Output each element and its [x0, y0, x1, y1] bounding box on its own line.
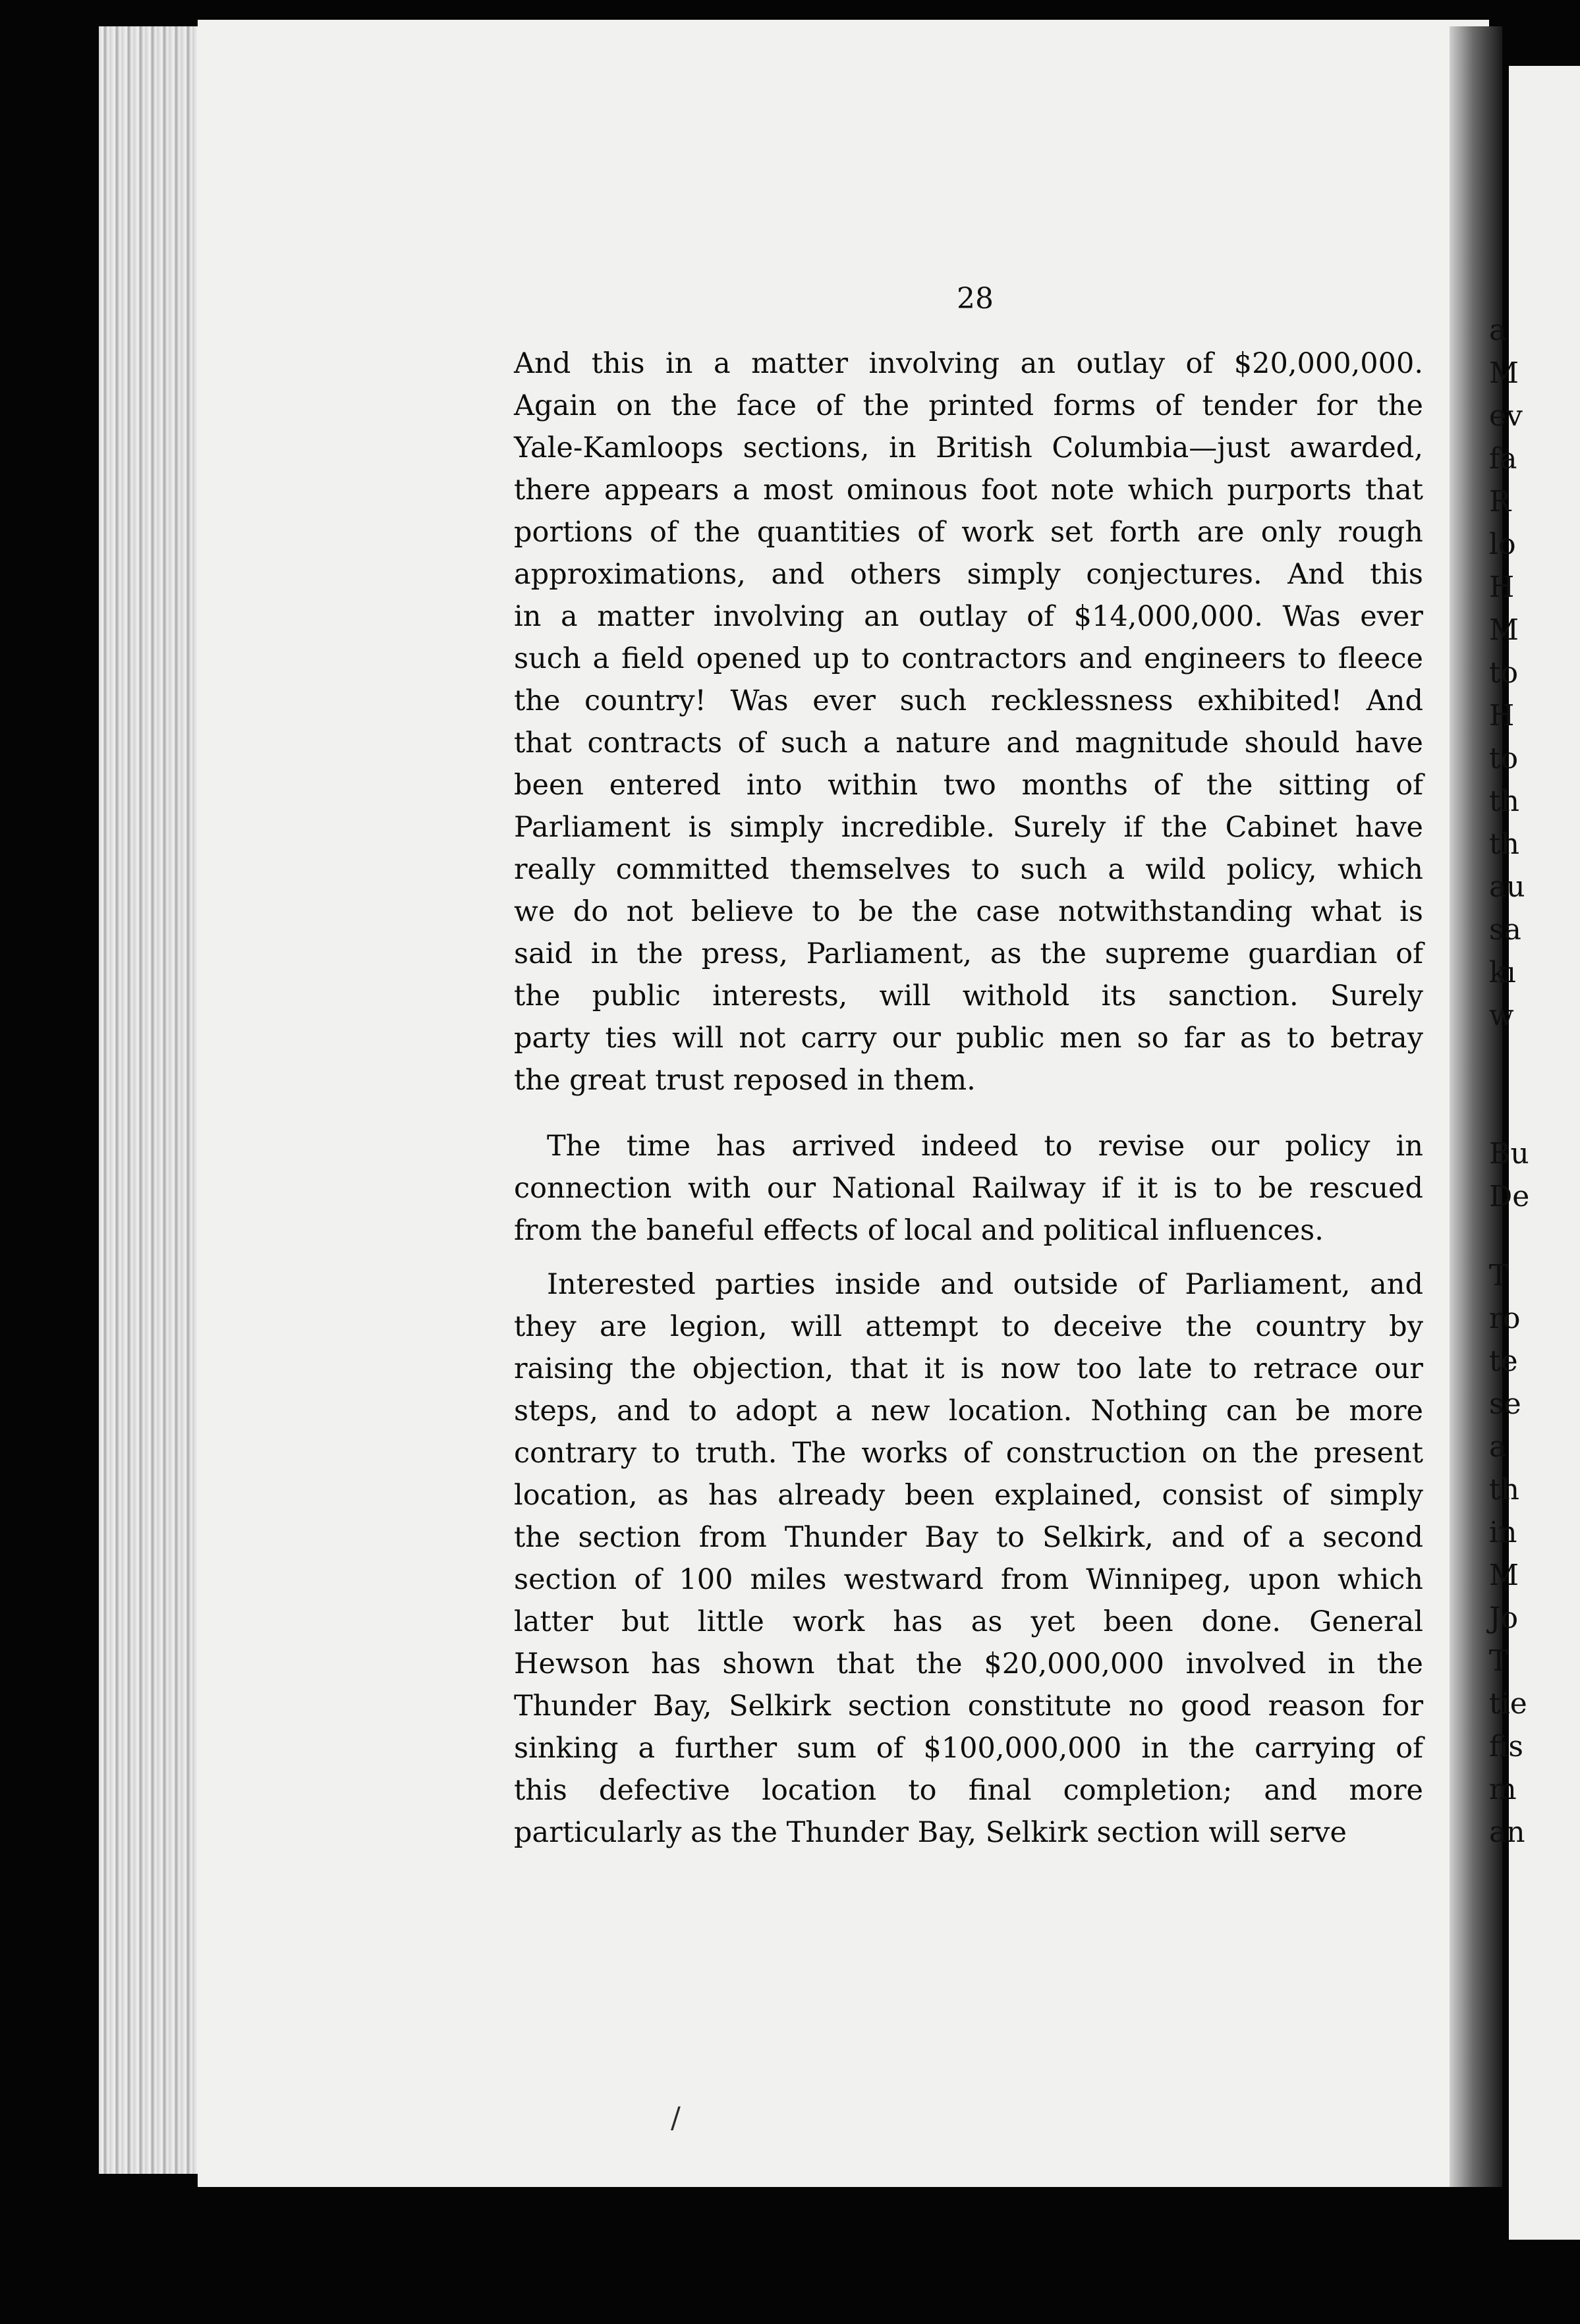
book-gutter — [1450, 26, 1502, 2187]
text-line: particularly as the Thunder Bay, Selkirk section will serve — [514, 1816, 1347, 1849]
facing-page-fragment: sa — [1489, 913, 1521, 947]
text-line: sinking a further sum of $100,000,000 in the carrying of — [514, 1732, 1423, 1765]
facing-page-fragment: th — [1489, 827, 1520, 861]
text-line: raising the objection, that it is now too late to retrace our — [514, 1352, 1423, 1385]
facing-page-fragment: kı — [1489, 956, 1516, 989]
facing-page-fragment: H — [1489, 570, 1515, 604]
facing-page-fragment: ro — [1489, 1302, 1521, 1335]
text-line: And this in a matter involving an outlay of $20,000,000. — [514, 347, 1423, 380]
text-line: been entered into within two months of the sitting of — [514, 769, 1423, 802]
facing-page-fragment: to — [1489, 742, 1519, 775]
facing-page-fragment: in — [1489, 1516, 1517, 1549]
facing-page-fragment: tie — [1489, 1687, 1527, 1721]
text-line: steps, and to adopt a new location. Nothing can be more — [514, 1395, 1423, 1427]
text-line: the great trust reposed in them. — [514, 1064, 976, 1097]
text-line: said in the press, Parliament, as the supreme guardian of — [514, 937, 1423, 970]
facing-page-fragment: th — [1489, 785, 1520, 818]
facing-page-fragment: a — [1489, 314, 1507, 347]
text-line: in a matter involving an outlay of $14,000,000. Was ever — [514, 600, 1423, 633]
text-line: really committed themselves to such a wild policy, which — [514, 853, 1423, 886]
facing-page-fragment: w — [1489, 999, 1514, 1032]
text-line: that contracts of such a nature and magnitude should have — [514, 727, 1423, 760]
facing-page-fragment: M — [1489, 1559, 1519, 1592]
text-line: they are legion, will attempt to deceive the country by — [514, 1310, 1423, 1343]
text-line: Hewson has shown that the $20,000,000 involved in the — [514, 1647, 1423, 1680]
facing-page-fragment: se — [1489, 1387, 1521, 1421]
facing-page-fragment: fa — [1489, 442, 1517, 476]
facing-page-fragment: th — [1489, 1473, 1520, 1507]
text-line: the section from Thunder Bay to Selkirk, and of a second — [514, 1521, 1423, 1554]
facing-page-fragment: te — [1489, 1344, 1518, 1378]
page-number: 28 — [957, 282, 994, 316]
text-line: section of 100 miles westward from Winnipeg, upon which — [514, 1563, 1423, 1596]
facing-page-fragment: T — [1489, 1644, 1509, 1678]
facing-page-fragment: to — [1489, 656, 1519, 690]
facing-page-fragment: m — [1489, 1773, 1517, 1806]
facing-page-fragment: fis — [1489, 1730, 1523, 1763]
text-line: the country! Was ever such recklessness exhibited! And — [514, 684, 1423, 717]
facing-page-fragment: ev — [1489, 399, 1523, 433]
facing-page-fragment: M — [1489, 356, 1519, 390]
text-line: this defective location to final completion; and more — [514, 1774, 1423, 1807]
text-line: we do not believe to be the case notwithstanding what is — [514, 895, 1423, 928]
text-line: approximations, and others simply conjectures. And this — [514, 558, 1423, 591]
text-line: such a field opened up to contractors and engineers to fleece — [514, 642, 1423, 675]
text-line: connection with our National Railway if it is to be rescued — [514, 1172, 1423, 1205]
text-line: there appears a most ominous foot note which purports that — [514, 474, 1423, 507]
text-line: Yale-Kamloops sections, in British Columbia—just awarded, — [514, 431, 1423, 464]
facing-page-fragment: M — [1489, 613, 1519, 647]
facing-page-fragment: Jo — [1489, 1601, 1519, 1635]
facing-page-fragment: lo — [1489, 528, 1516, 561]
facing-page-fragment: au — [1489, 870, 1525, 904]
facing-page-fragment: R — [1489, 485, 1511, 518]
text-line: Thunder Bay, Selkirk section constitute no good reason for — [514, 1690, 1423, 1723]
facing-page-fragment: H — [1489, 699, 1515, 733]
paragraph-1 — [514, 343, 1423, 1101]
text-line: Interested parties inside and outside of Parliament, and — [547, 1268, 1423, 1301]
text-line: contrary to truth. The works of construction on the present — [514, 1437, 1423, 1470]
text-line: latter but little work has as yet been done. General — [514, 1605, 1423, 1638]
text-line: portions of the quantities of work set forth are only rough — [514, 516, 1423, 549]
text-line: location, as has already been explained, consist of simply — [514, 1479, 1423, 1512]
text-line: The time has arrived indeed to revise our policy in — [547, 1130, 1423, 1163]
stray-pen-mark: / — [671, 2101, 681, 2135]
paragraph-2 — [514, 1125, 1423, 1252]
text-line: the public interests, will withold its sanction. Surely — [514, 980, 1423, 1012]
facing-page-fragment: a — [1489, 1430, 1507, 1464]
paragraph-3 — [514, 1263, 1423, 1854]
text-line: from the baneful effects of local and political influences. — [514, 1214, 1324, 1247]
facing-page-fragment: De — [1489, 1180, 1530, 1213]
text-line: Again on the face of the printed forms of tender for the — [514, 389, 1423, 422]
text-line: party ties will not carry our public men so far as to betray — [514, 1022, 1423, 1055]
facing-page-fragment: an — [1489, 1815, 1525, 1849]
page-edge-strip — [99, 26, 204, 2174]
facing-page-fragment: Bu — [1489, 1137, 1529, 1171]
text-line: Parliament is simply incredible. Surely if the Cabinet have — [514, 811, 1423, 844]
facing-page-fragment: T — [1489, 1259, 1509, 1292]
facing-page — [1489, 66, 1580, 2240]
